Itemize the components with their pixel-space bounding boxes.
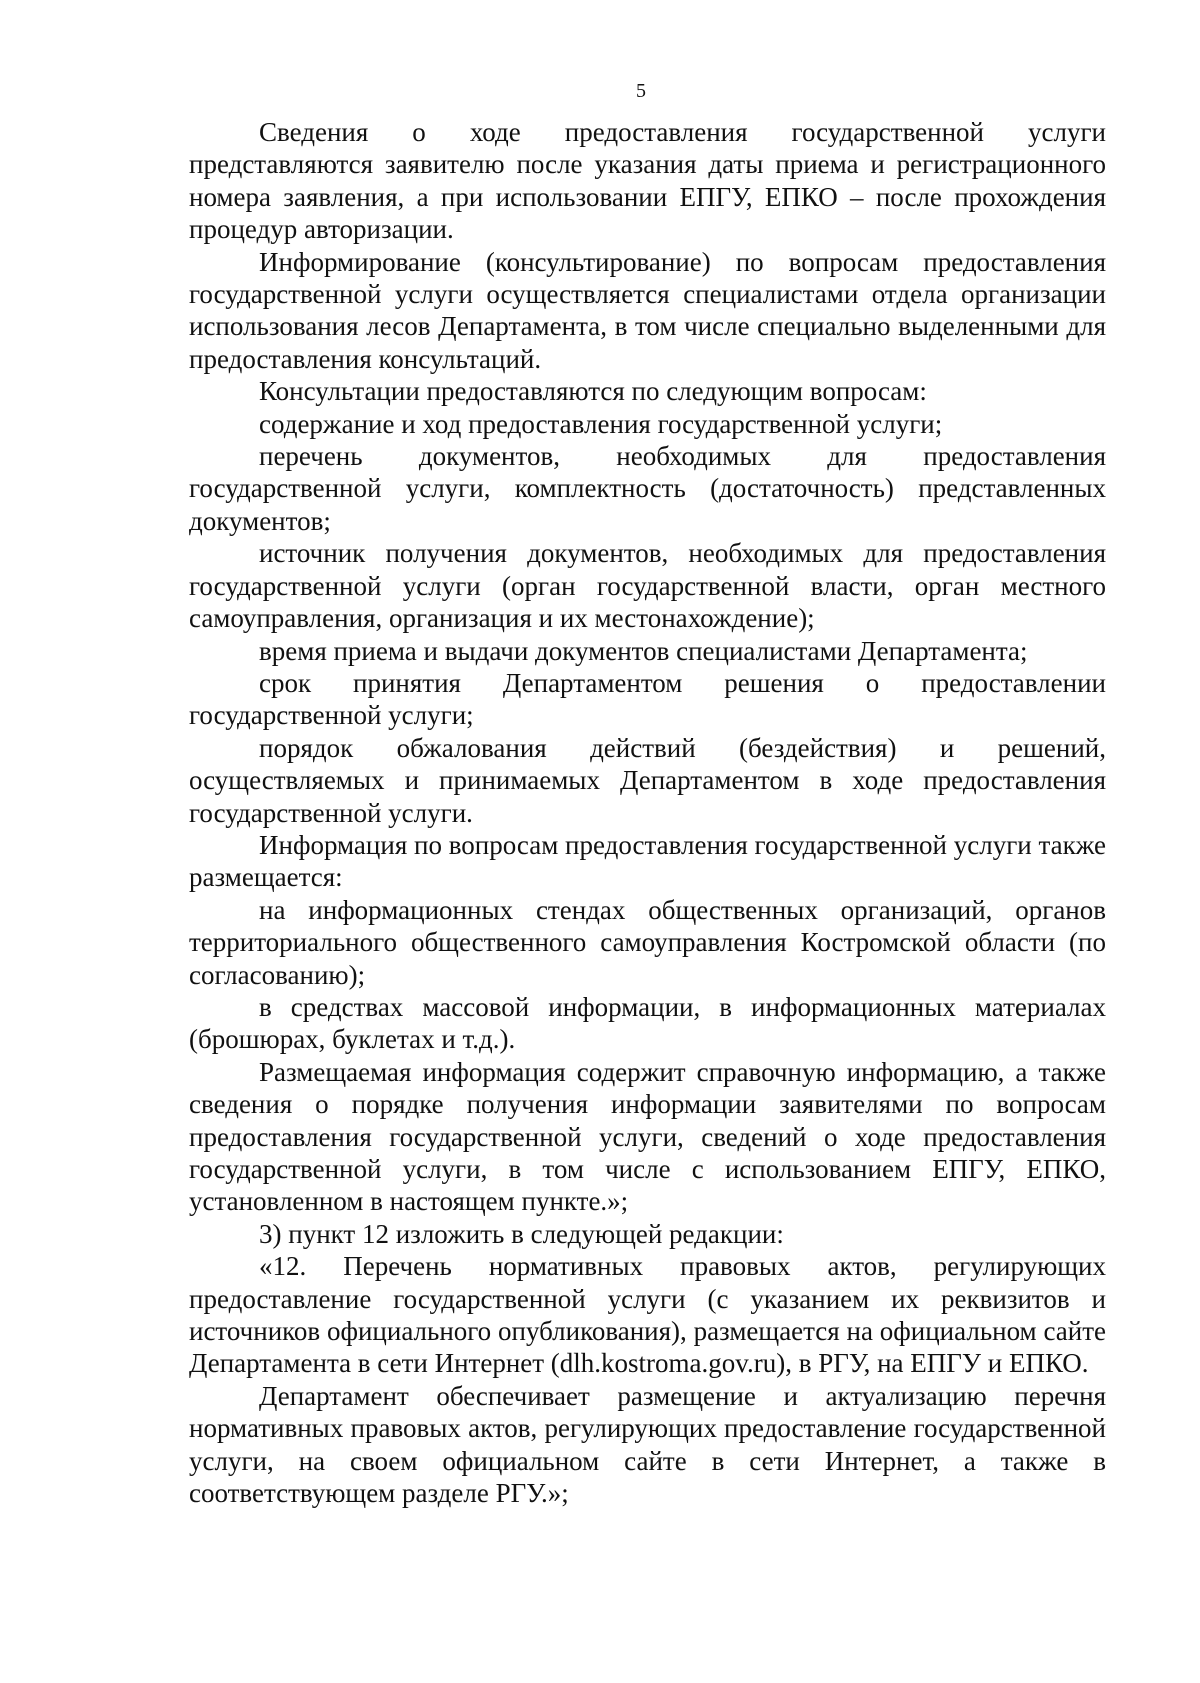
paragraph: 3) пункт 12 изложить в следующей редакции: xyxy=(259,1218,784,1249)
list-item: источник получения документов, необходимых для предоставления государственной услуги (орган государственной власти, орган местного самоуправления, организация и их местонахождение); xyxy=(189,538,1106,634)
paragraph: Размещаемая информация содержит справочную информацию, а также сведения о порядке получения информации заявителями по вопросам предоставления государственной услуги, сведений о ходе предоставления государственной услуги, в том числе с использованием ЕПГУ, ЕПКО, установленном в настоящем пункте.»; xyxy=(189,1056,1106,1217)
list-item: срок принятия Департаментом решения о предоставлении государственной услуги; xyxy=(189,667,1106,731)
paragraph: «12. Перечень нормативных правовых актов, регулирующих предоставление государственной услуги (с указанием их реквизитов и источников официального опубликования), размещается на официальном сайте Департамента в сети Интернет (dlh.kostroma.gov.ru), в РГУ, на ЕПГУ и ЕПКО. xyxy=(189,1251,1106,1379)
paragraph: Сведения о ходе предоставления государственной услуги представляются заявителю после указания даты приема и регистрационного номера заявления, а при использовании ЕПГУ, ЕПКО – после прохождения процедур авторизации. xyxy=(189,117,1106,245)
list-item: содержание и ход предоставления государственной услуги; xyxy=(259,408,943,439)
page-number: 5 xyxy=(636,80,646,102)
list-item: на информационных стендах общественных организаций, органов территориального общественного самоуправления Костромской области (по согласованию); xyxy=(189,894,1106,990)
list-item: порядок обжалования действий (бездействия) и решений, осуществляемых и принимаемых Департаментом в ходе предоставления государственной услуги. xyxy=(189,732,1106,828)
list-item: время приема и выдачи документов специалистами Департамента; xyxy=(259,635,1028,666)
list-item: перечень документов, необходимых для предоставления государственной услуги, комплектность (достаточность) представленных документов; xyxy=(189,441,1106,536)
document-body xyxy=(189,116,1106,1509)
paragraph: Информация по вопросам предоставления государственной услуги также размещается: xyxy=(189,829,1106,893)
list-item: в средствах массовой информации, в информационных материалах (брошюрах, буклетах и т.д.). xyxy=(189,991,1106,1055)
paragraph: Информирование (консультирование) по вопросам предоставления государственной услуги осуществляется специалистами отдела организации использования лесов Департамента, в том числе специально выделенными для предоставления консультаций. xyxy=(189,246,1106,374)
paragraph: Департамент обеспечивает размещение и актуализацию перечня нормативных правовых актов, регулирующих предоставление государственной услуги, на своем официальном сайте в сети Интернет, а также в соответствующем разделе РГУ.»; xyxy=(189,1380,1106,1509)
paragraph: Консультации предоставляются по следующим вопросам: xyxy=(259,376,927,407)
